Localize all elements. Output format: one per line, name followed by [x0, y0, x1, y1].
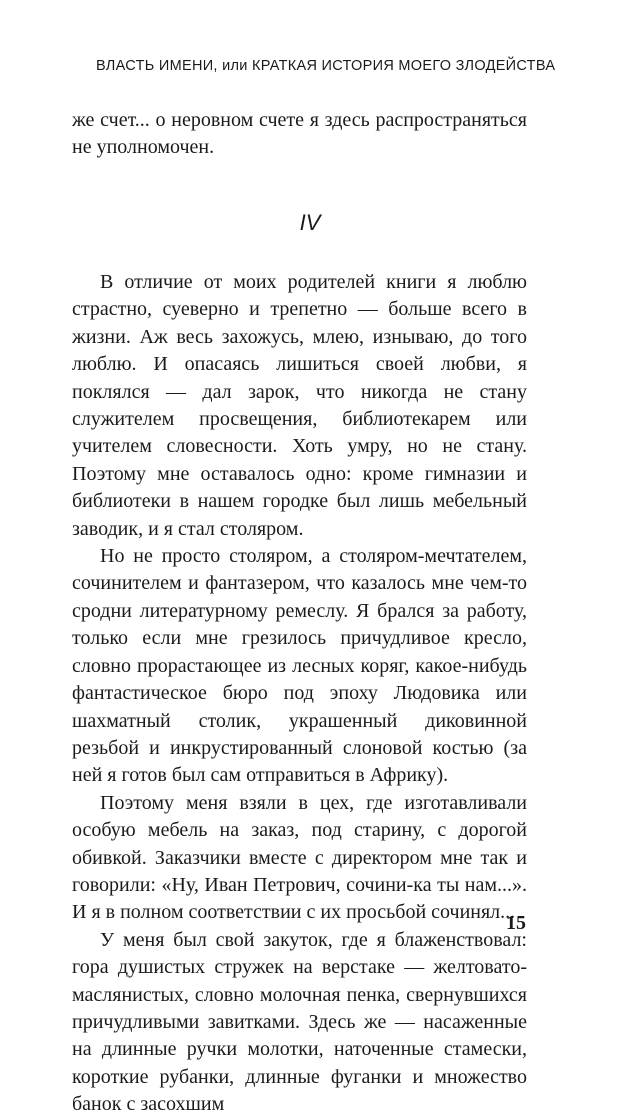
paragraph: У меня был свой закуток, где я блаженствовал: гора душистых стружек на верстаке — желтовато-маслянистых, словно молочная пенка, свернувшихся причудливыми завитками. Здесь же — насаженные на длинные ручки молотки, наточенные стамески, короткие рубанки, длинные фуганки и множество банок с засохшим	[72, 928, 527, 1116]
paragraph: Но не просто столяром, а столяром-мечтателем, сочинителем и фантазером, что казалось мне чем-то сродни литературному ремеслу. Я брался за работу, только если мне грезилось причудливое кресло, словно прорастающее из лесных коряг, какое-нибудь фантастическое бюро под эпоху Людовика или шахматный столик, украшенный диковинной резьбой и инкрустированный слоновой костью (за ней я готов был сам отправиться в Африку).	[72, 545, 527, 787]
paragraph: В отличие от моих родителей книги я люблю страстно, суеверно и трепетно — больше всего в жизни. Аж весь захожусь, млею, изнываю, до того люблю. И опасаясь лишиться своей любви, я поклялся — дал зарок, что никогда не стану служителем просвещения, библиотекарем или учителем словесности. Хоть умру, но не стану. Поэтому мне оставалось одно: кроме гимназии и библиотеки в нашем городке был лишь мебельный заводик, и я стал столяром.	[72, 271, 527, 540]
carryover-paragraph: же счет... о неровном счете я здесь распространяться не уполномочен.	[72, 109, 527, 159]
carryover-block	[72, 107, 527, 162]
page-number: 15	[506, 912, 526, 934]
running-head: ВЛАСТЬ ИМЕНИ, или КРАТКАЯ ИСТОРИЯ МОЕГО ЗЛОДЕЙСТВА	[96, 58, 556, 74]
chapter-number: IV	[299, 210, 321, 235]
chapter-body	[72, 269, 527, 1119]
paragraph: Поэтому меня взяли в цех, где изготавливали особую мебель на заказ, под старину, с дорогой обивкой. Заказчики вместе с директором мне так и говорили: «Ну, Иван Петрович, сочини-ка ты нам...». И я в полном соответствии с их просьбой сочинял...	[72, 791, 527, 924]
